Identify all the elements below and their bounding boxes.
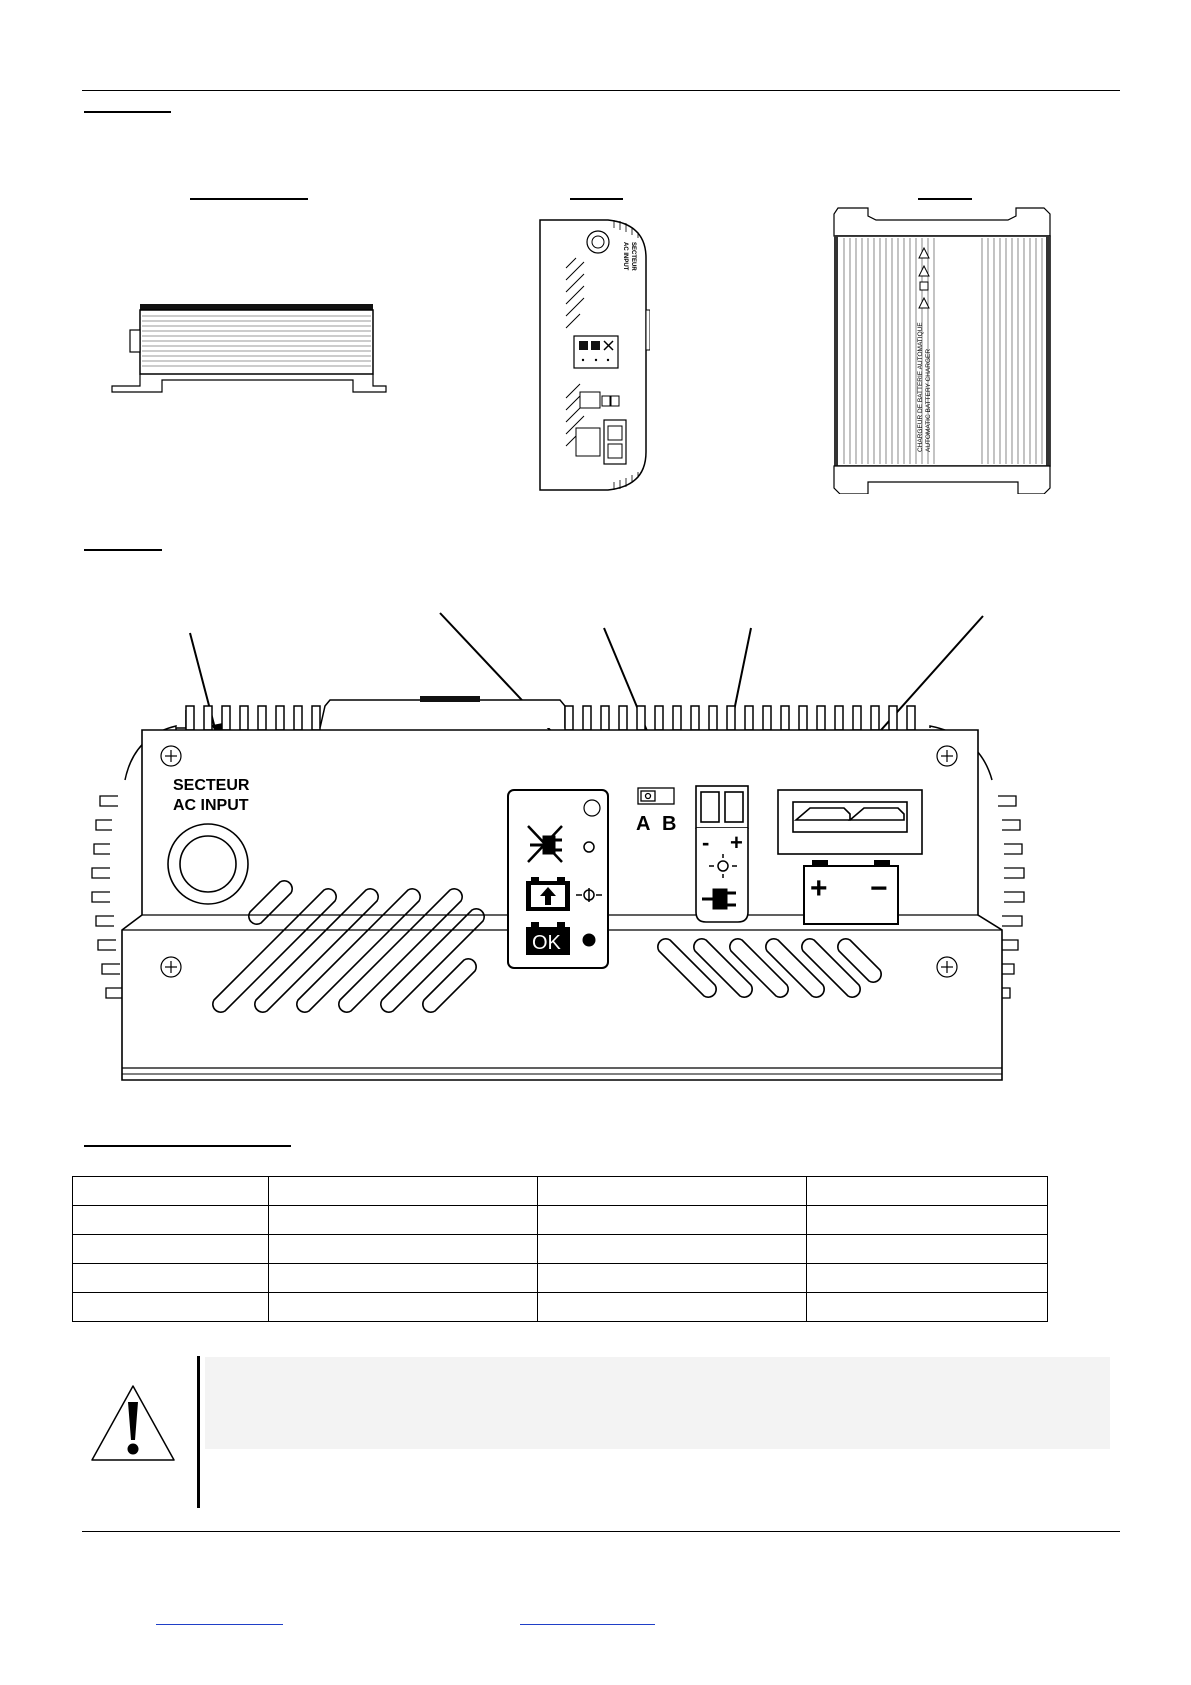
table-row [73, 1264, 1048, 1293]
table-cell [807, 1264, 1048, 1293]
section-1-heading-underline [84, 111, 171, 113]
table-cell [269, 1264, 538, 1293]
footer-rule [82, 1531, 1120, 1532]
connector-plus: + [730, 830, 743, 855]
section-2-heading-underline [84, 549, 162, 551]
top-label-automatic: AUTOMATIC BATTERY CHARGER [925, 348, 932, 452]
spec-table [72, 1176, 1048, 1322]
front-view-heading-underline [570, 198, 623, 200]
warning-triangle-icon [88, 1382, 178, 1464]
top-rule [82, 90, 1120, 91]
side-label-ac-input: AC INPUT [622, 242, 628, 271]
table-cell [807, 1206, 1048, 1235]
side-view-heading-underline [190, 198, 308, 200]
table-cell [538, 1206, 807, 1235]
table-cell [73, 1264, 269, 1293]
ab-switch [638, 788, 674, 804]
switch-label-a: A [636, 813, 651, 835]
table-cell [269, 1235, 538, 1264]
ac-input-socket [168, 824, 248, 904]
table-row [73, 1293, 1048, 1322]
table-cell [73, 1293, 269, 1322]
table-row [73, 1206, 1048, 1235]
footer-link-1[interactable] [156, 1624, 283, 1625]
table-row [73, 1235, 1048, 1264]
table-cell [73, 1206, 269, 1235]
table-cell [73, 1177, 269, 1206]
battery-charging-icon [526, 877, 570, 911]
ac-input-label-secteur: SECTEUR [173, 777, 250, 794]
footer-link-2[interactable] [520, 1624, 655, 1625]
front-view-small-drawing [538, 218, 650, 492]
table-cell [807, 1293, 1048, 1322]
table-cell [538, 1293, 807, 1322]
side-view-drawing [108, 296, 393, 400]
table-cell [269, 1177, 538, 1206]
table-cell [269, 1206, 538, 1235]
ac-input-label-ac-input: AC INPUT [173, 797, 249, 814]
section-3-heading-underline [84, 1145, 291, 1147]
table-row [73, 1177, 1048, 1206]
connector-minus: - [702, 830, 710, 855]
top-view-heading-underline [918, 198, 972, 200]
battery-minus: − [870, 872, 888, 905]
battery-terminals-icon [804, 860, 898, 924]
ok-label: OK [532, 932, 561, 954]
table-cell [807, 1235, 1048, 1264]
front-panel-drawing [90, 600, 1030, 1090]
table-cell [538, 1235, 807, 1264]
table-cell [73, 1235, 269, 1264]
top-view-drawing [832, 206, 1058, 494]
battery-connector [778, 790, 922, 854]
note-sidebar-rule [197, 1356, 200, 1508]
table-cell [269, 1293, 538, 1322]
table-cell [538, 1264, 807, 1293]
top-label-chargeur: CHARGEUR DE BATTERIE AUTOMATIQUE [917, 322, 924, 452]
note-highlight-box [205, 1357, 1110, 1449]
table-cell [807, 1177, 1048, 1206]
battery-plus: + [810, 872, 828, 905]
switch-label-b: B [662, 813, 677, 835]
side-label-secteur: SECTEUR [630, 242, 636, 271]
table-cell [538, 1177, 807, 1206]
